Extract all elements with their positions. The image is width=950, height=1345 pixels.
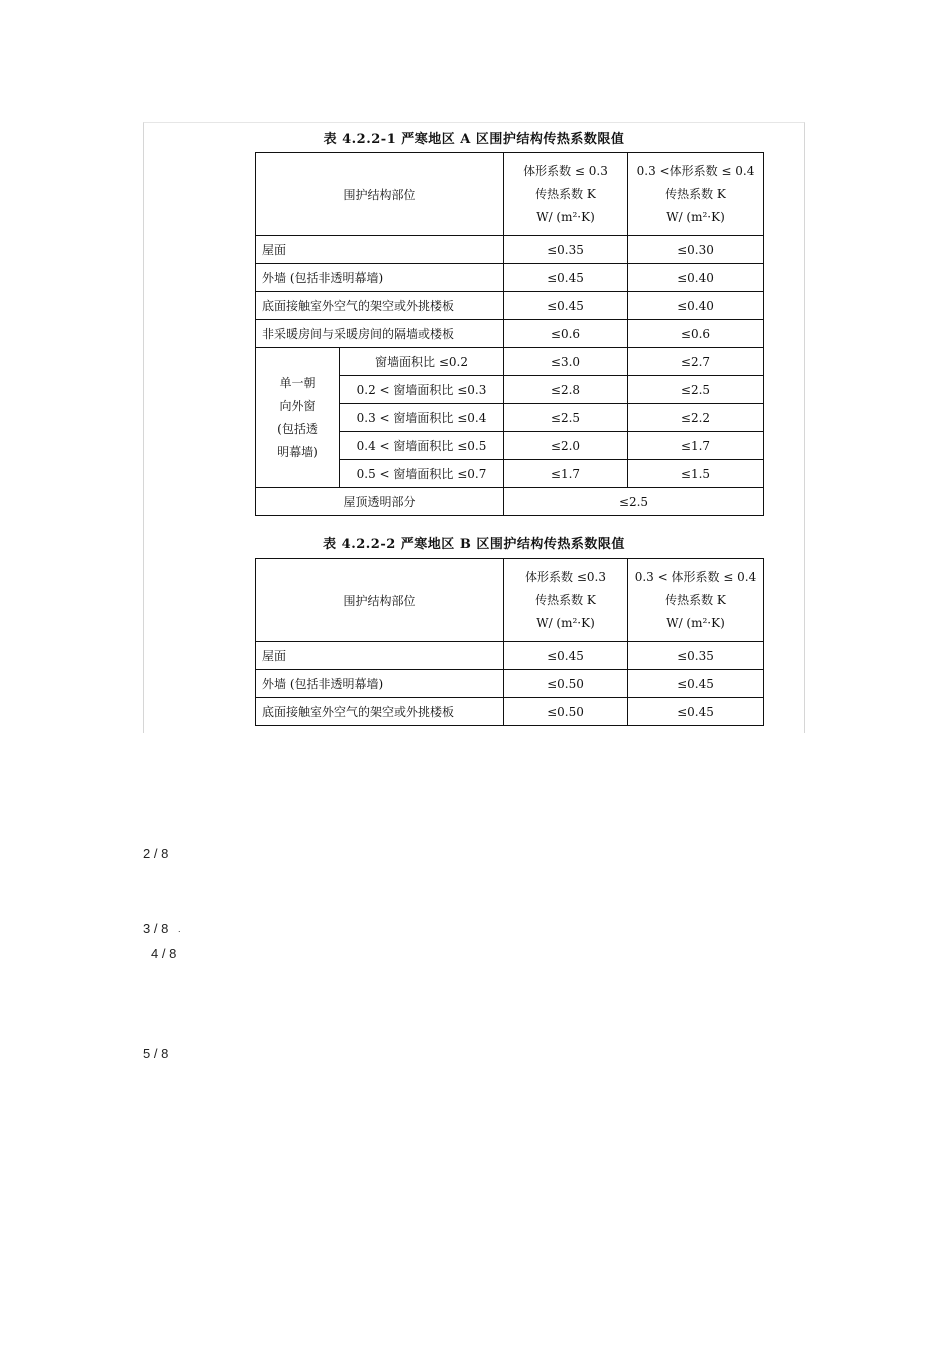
table-row	[256, 488, 764, 516]
window-ratio: 0.2 < 窗墙面积比 ≤0.3	[340, 376, 504, 404]
page-number-3: 3 / 8	[143, 921, 169, 936]
row-value-2: ≤0.40	[628, 292, 764, 320]
table-2-caption: 表 4.2.2-2 严寒地区 B 区围护结构传热系数限值	[323, 537, 625, 552]
header-col-2-line-2: 传热系数 K	[665, 186, 726, 201]
header-col-2-line-1: 0.3 < 体形系数 ≤ 0.4	[634, 569, 757, 584]
dot-mark: .	[178, 924, 181, 934]
skylight-part: 屋顶透明部分	[256, 488, 504, 516]
table-1	[255, 152, 764, 516]
row-value-1: ≤0.45	[504, 292, 628, 320]
row-value-1: ≤0.50	[504, 670, 628, 698]
row-value-2: ≤1.5	[628, 460, 764, 488]
skylight-value: ≤2.5	[504, 488, 764, 516]
row-value-1: ≤2.0	[504, 432, 628, 460]
header-col-1-line-1: 体形系数 ≤0.3	[525, 569, 606, 584]
row-value-1: ≤1.7	[504, 460, 628, 488]
row-part: 屋面	[256, 642, 504, 670]
header-col-2-line-3: W/ (m²·K)	[666, 615, 725, 630]
page-number-4: 4 / 8	[151, 946, 177, 961]
row-value-1: ≤3.0	[504, 348, 628, 376]
table-row	[256, 348, 764, 376]
table-1-header-row	[256, 153, 764, 236]
table-row	[256, 670, 764, 698]
row-part: 底面接触室外空气的架空或外挑楼板	[256, 292, 504, 320]
header-col-1-line-2: 传热系数 K	[535, 186, 596, 201]
row-value-2: ≤0.35	[628, 642, 764, 670]
header-col-1-line-1: 体形系数 ≤ 0.3	[523, 163, 608, 178]
row-value-2: ≤2.7	[628, 348, 764, 376]
row-value-2: ≤0.6	[628, 320, 764, 348]
row-value-2: ≤2.5	[628, 376, 764, 404]
row-value-1: ≤2.5	[504, 404, 628, 432]
row-value-1: ≤0.50	[504, 698, 628, 726]
window-ratio: 0.4 < 窗墙面积比 ≤0.5	[340, 432, 504, 460]
row-value-1: ≤0.45	[504, 264, 628, 292]
row-value-2: ≤0.40	[628, 264, 764, 292]
header-col-2-line-3: W/ (m²·K)	[666, 209, 725, 224]
row-value-1: ≤0.45	[504, 642, 628, 670]
row-value-2: ≤2.2	[628, 404, 764, 432]
window-ratio: 0.5 < 窗墙面积比 ≤0.7	[340, 460, 504, 488]
header-col-1-line-3: W/ (m²·K)	[536, 615, 595, 630]
header-col-1	[504, 153, 628, 236]
window-ratio: 0.3 < 窗墙面积比 ≤0.4	[340, 404, 504, 432]
window-ratio: 窗墙面积比 ≤0.2	[340, 348, 504, 376]
row-part: 底面接触室外空气的架空或外挑楼板	[256, 698, 504, 726]
row-value-1: ≤0.35	[504, 236, 628, 264]
row-value-2: ≤0.45	[628, 670, 764, 698]
header-col-2	[628, 153, 764, 236]
table-2	[255, 558, 764, 726]
window-group-line-2: 向外窗	[279, 398, 316, 413]
window-group-label	[256, 348, 340, 488]
header-col-2	[628, 559, 764, 642]
row-value-2: ≤1.7	[628, 432, 764, 460]
row-part: 屋面	[256, 236, 504, 264]
header-col-1	[504, 559, 628, 642]
row-part: 外墙 (包括非透明幕墙)	[256, 670, 504, 698]
row-value-2: ≤0.30	[628, 236, 764, 264]
table-row	[256, 642, 764, 670]
table-row	[256, 264, 764, 292]
row-value-2: ≤0.45	[628, 698, 764, 726]
page-number-2: 2 / 8	[143, 846, 169, 861]
header-col-2-line-2: 传热系数 K	[665, 592, 726, 607]
window-group-line-3: (包括透	[277, 421, 318, 436]
table-1-caption: 表 4.2.2-1 严寒地区 A 区围护结构传热系数限值	[323, 132, 625, 147]
header-col-1-line-3: W/ (m²·K)	[536, 209, 595, 224]
window-group-line-4: 明幕墙)	[277, 444, 318, 459]
header-part: 围护结构部位	[256, 153, 504, 236]
row-part: 非采暖房间与采暖房间的隔墙或楼板	[256, 320, 504, 348]
table-row	[256, 292, 764, 320]
window-group-line-1: 单一朝	[279, 375, 316, 390]
page-number-5: 5 / 8	[143, 1046, 169, 1061]
table-row	[256, 236, 764, 264]
table-row	[256, 698, 764, 726]
row-value-1: ≤2.8	[504, 376, 628, 404]
table-2-header-row	[256, 559, 764, 642]
scanned-table-image	[143, 122, 805, 733]
table-row	[256, 320, 764, 348]
header-col-1-line-2: 传热系数 K	[535, 592, 596, 607]
row-value-1: ≤0.6	[504, 320, 628, 348]
row-part: 外墙 (包括非透明幕墙)	[256, 264, 504, 292]
header-part: 围护结构部位	[256, 559, 504, 642]
header-col-2-line-1: 0.3 <体形系数 ≤ 0.4	[636, 163, 755, 178]
